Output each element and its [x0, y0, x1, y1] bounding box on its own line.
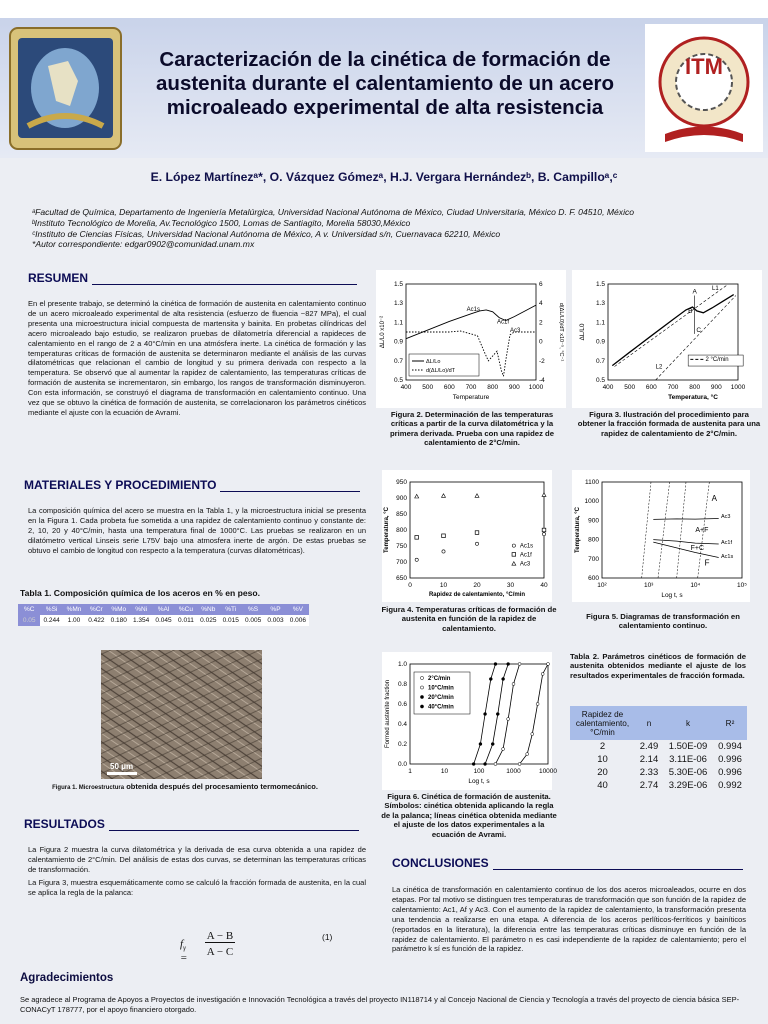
- table1-header-cell: %S: [242, 604, 264, 615]
- data-point-ac1s: [475, 542, 478, 545]
- y-tick-label: 750: [396, 543, 407, 550]
- legend-label: d(ΔL/Lo)/dT: [426, 368, 456, 374]
- data-point: [507, 663, 510, 666]
- data-point: [518, 763, 521, 766]
- y-tick-label: 1.1: [393, 319, 403, 327]
- resumen-heading-text: RESUMEN: [28, 271, 89, 285]
- data-point: [479, 743, 482, 746]
- region-label-a: A: [711, 494, 718, 504]
- table2-header-cell: k: [663, 706, 713, 740]
- x-tick-label: 10³: [643, 582, 654, 589]
- table2-cell: 40: [597, 780, 608, 791]
- figure3-chart: [572, 270, 762, 408]
- y-tick-label: 1.0: [397, 661, 407, 668]
- y-tick-label: 0.5: [393, 377, 403, 384]
- table1-cell: 0.006: [287, 615, 309, 626]
- curve-ac3: [653, 519, 718, 520]
- annotation-l2: L2: [655, 364, 663, 371]
- y-tick-label: 800: [588, 536, 599, 544]
- data-point: [494, 763, 497, 766]
- poster-header: [0, 18, 768, 158]
- x-tick-label: 10000: [538, 768, 558, 775]
- legend-marker-ac1s: [512, 544, 515, 547]
- y-axis-label: Temperatura, °C: [384, 507, 390, 553]
- x-tick-label: 900: [710, 384, 722, 391]
- legend-marker-ac3: [512, 562, 516, 566]
- table2-cell: 2.49: [639, 741, 659, 752]
- x-tick-label: 400: [400, 384, 412, 391]
- table2-cell: 2.14: [639, 754, 659, 765]
- table1-header-cell: %V: [287, 604, 309, 615]
- data-point: [502, 748, 505, 751]
- table2-header-cell: Rapidez de calentamiento, °C/min: [570, 706, 635, 740]
- annotation-ac1f: Ac1f: [497, 319, 510, 326]
- legend-marker-ac1f: [512, 553, 516, 557]
- y-tick-label: 1.1: [595, 319, 605, 327]
- legend-marker: [420, 676, 423, 679]
- figure4-caption: Figura 4. Temperaturas críticas de formación de austenita en función de la rapidez de calentamiento.: [381, 605, 557, 633]
- equation-lhs: $f_\gamma$ =: [180, 938, 188, 965]
- data-point-ac1s: [542, 533, 545, 536]
- y2-tick-label: -2: [539, 357, 545, 365]
- table2-header-cell: n: [635, 706, 663, 740]
- y2-tick-label: 0: [539, 338, 543, 346]
- table2-caption: Tabla 2. Parámetros cinéticos de formación de austenita obtenidos mediante el ajuste de los resultados experimentales de fracción formada.: [570, 652, 746, 680]
- table2-cell: 10: [597, 754, 608, 765]
- x-axis-label: Temperature: [452, 394, 490, 401]
- data-point: [541, 673, 544, 676]
- y-tick-label: 1.3: [595, 300, 605, 308]
- y-tick-label: 1.5: [595, 281, 605, 288]
- x-tick-label: 30: [506, 582, 515, 589]
- data-point-ac1s: [442, 550, 445, 553]
- figure1-caption-prefix: Figura 1. Microestructura: [52, 785, 125, 791]
- legend-label: Ac3: [519, 561, 531, 568]
- table2-row: [570, 779, 747, 792]
- table2-cell: 2.74: [639, 780, 659, 791]
- data-point: [502, 678, 505, 681]
- resultados-heading-text: RESULTADOS: [24, 817, 105, 831]
- plot-frame: [602, 482, 742, 578]
- y-tick-label: 0.2: [397, 741, 407, 748]
- kinetics-table: [570, 706, 747, 792]
- table1-cell: 0.005: [242, 615, 264, 626]
- table2-cell: 20: [597, 767, 608, 778]
- table1-cell: 0.025: [197, 615, 219, 626]
- x-axis-label: Temperatura, °C: [668, 394, 718, 401]
- y-tick-label: 700: [396, 559, 407, 566]
- x-tick-label: 700: [667, 384, 679, 391]
- affiliation-c: ᶜInstituto de Ciencias Físicas, Universidad Nacional Autónoma de México, A v. Universidad s/n, Cuernavaca 62210, México: [32, 228, 501, 239]
- table1-header-cell: %Mo: [108, 604, 130, 615]
- tangent-line-l1: [615, 285, 728, 367]
- authors: E. López Martínezᵃ*, O. Vázquez Gómezᵃ, H.J. Vergara Hernándezᵇ, B. Campilloᵃ,ᶜ: [150, 170, 618, 184]
- region-label-f: F: [704, 558, 710, 568]
- table1-header-cell: %Cr: [85, 604, 107, 615]
- y-tick-label: 900: [588, 517, 599, 525]
- data-point: [507, 718, 510, 721]
- y-tick-label: 900: [396, 495, 407, 502]
- data-point: [547, 663, 550, 666]
- legend-label: 2°C/min: [428, 676, 451, 682]
- x-tick-label: 800: [487, 384, 499, 391]
- equation-number: (1): [322, 932, 333, 942]
- legend-label: 40°C/min: [428, 704, 454, 711]
- top-strip: [0, 0, 768, 18]
- x-tick-label: 10⁵: [737, 582, 747, 589]
- x-tick-label: 1000: [730, 384, 746, 391]
- legend-marker: [420, 705, 423, 708]
- data-point-ac3: [442, 494, 446, 498]
- x-tick-label: 700: [465, 384, 477, 391]
- heating-rate-line: [658, 482, 670, 578]
- y-axis-label: Temperatura, °C: [575, 507, 581, 553]
- legend-marker: [420, 686, 423, 689]
- resumen-heading: [28, 271, 357, 285]
- corresponding-author: *Autor correspondiente: edgar0902@comunidad.unam.mx: [32, 239, 255, 250]
- y-axis-label: ΔL/L0 x10⁻²: [380, 315, 386, 349]
- table2-cell: 1.50E-09: [668, 741, 708, 752]
- data-point: [494, 663, 497, 666]
- y-tick-label: 0.5: [595, 377, 605, 384]
- data-point-ac3: [415, 494, 419, 498]
- data-point: [526, 753, 529, 756]
- heating-rate-line: [642, 482, 651, 578]
- affiliation-a: ᵃFacultad de Química, Departamento de Ingeniería Metalúrgica, Universidad Nacional Autónoma de México, Ciudad Universitaria, México D. F. 04510, México: [32, 207, 635, 217]
- figure2-chart: [376, 270, 566, 408]
- legend-label: 10°C/min: [428, 685, 454, 692]
- legend-label: Ac1f: [519, 552, 532, 559]
- resultados-text-1: La Figura 2 muestra la curva dilatométrica y la derivada de esa curva obtenida a una rapidez de calentamiento de 2°C/min. Del análisis de estas dos curvas, se determinan las temperaturas críticas de transformación.: [28, 845, 366, 874]
- figure6-chart: [382, 652, 558, 790]
- legend-label: Ac1s: [519, 543, 534, 550]
- x-tick-label: 600: [645, 384, 657, 391]
- equation-denominator: A − C: [206, 946, 234, 958]
- acknowledgements-heading: Agradecimientos: [20, 972, 114, 984]
- region-label-a-f: A+F: [695, 526, 709, 534]
- table2-cell: 2: [599, 741, 606, 752]
- table2-cell: 0.994: [718, 741, 742, 752]
- data-point: [484, 713, 487, 716]
- resultados-text-2: La Figura 3, muestra esquemáticamente como se calculó la fracción formada de austenita, en la cual se aplica la regla de la palanca:: [28, 878, 366, 897]
- x-tick-label: 1000: [506, 768, 521, 775]
- table1-header-cell: %P: [264, 604, 286, 615]
- materiales-text: La composición química del acero se muestra en la Tabla 1, y la microestructura inicial se presenta en la Figura 1. Cada probeta fue sometida a una rapidez de calentamiento continuo y constante de: 2, 10, 20 y 40°C/min, hasta una temperatura final de 1000°C. Las pruebas se realizaron en un dilatómetro vertical Linseis serie L75V bajo una atmosfera inerte de argón. De estas pruebas se obtuvo el cambio de longitud con respecto a la temperatura (curvas dilatométricas).: [28, 506, 366, 555]
- x-tick-label: 900: [508, 384, 520, 391]
- data-point: [512, 683, 515, 686]
- y-tick-label: 1.5: [393, 281, 403, 288]
- table1-header-cell: %Ti: [220, 604, 242, 615]
- data-point: [518, 663, 521, 666]
- legend-label: 2 °C/min: [705, 356, 729, 363]
- x-axis-label: Rapidez de calentamiento, °C/min: [428, 592, 526, 598]
- legend-label: ΔL/Lo: [426, 359, 441, 365]
- conclusiones-text: La cinética de transformación en calentamiento continuo de los dos aceros microaleados, ocurre en dos etapas. Por tal motivo se distinguen tres temperaturas de transformación que son función de la rapidez de calentamiento: Ac1, Af y Ac3. Con el aumento de la rapidez de calentamiento, la transformación presenta una tendencia a realizarse en una etapa. A diferencia de los aceros perlíticos-ferríticos y bainíticos (reportados en la literatura), la diferencia entre las temperaturas críticas disminuye en función de la rapidez de calentamiento. El parámetro n es casi independiente de la rapidez de calentamiento; pero el parámetro k sí es función de la rapidez.: [392, 885, 746, 954]
- x-tick-label: 10: [440, 768, 449, 775]
- data-point-ac1f: [542, 528, 546, 532]
- x-tick-label: 500: [624, 384, 636, 391]
- data-point-ac3: [542, 493, 546, 497]
- legend-marker: [420, 695, 423, 698]
- y-tick-label: 0.9: [393, 338, 403, 346]
- table1-cell: 0.244: [40, 615, 62, 626]
- y-tick-label: 0.8: [397, 681, 407, 688]
- y-tick-label: 700: [588, 555, 599, 563]
- figure6-caption: Figura 6. Cinética de formación de austenita. Símbolos: cinética obtenida aplicando la regla de la palanca; líneas cinética obtenida mediante el ajuste de los datos experimentales a la ecuación de Avrami.: [381, 792, 557, 839]
- acknowledgements-text: Se agradece al Programa de Apoyos a Proyectos de investigación e Innovación Tecnológica a través del proyecto IN118714 y al Concejo Nacional de Ciencia y Tecnología a través del proyecto de ciencia básica SEP-CONACyT 178777, por el apoyo financiero otorgado.: [20, 995, 740, 1014]
- table1-title: Tabla 1. Composición química de los aceros en % en peso.: [20, 588, 261, 598]
- data-point: [484, 763, 487, 766]
- y-tick-label: 950: [396, 479, 407, 486]
- y2-tick-label: 4: [539, 300, 543, 308]
- data-point-ac1f: [415, 536, 419, 540]
- y2-axis-label: d(ΔL/L0)/dT x10⁻⁵, °C⁻¹: [558, 302, 564, 362]
- annotation-c: C: [696, 327, 702, 334]
- unam-seal-icon: [8, 26, 123, 151]
- legend-label: 20°C/min: [428, 695, 454, 701]
- table1-header-row: [18, 604, 309, 615]
- annotation-l1: L1: [712, 285, 719, 292]
- x-axis-label: Log t, s: [661, 592, 683, 599]
- x-tick-label: 600: [443, 384, 455, 391]
- y2-tick-label: 2: [539, 319, 543, 327]
- x-tick-label: 800: [689, 384, 701, 391]
- x-tick-label: 100: [473, 768, 485, 775]
- conclusiones-heading-text: CONCLUSIONES: [392, 856, 489, 870]
- x-tick-label: 1000: [528, 384, 544, 391]
- table2-cell: 3.11E-06: [669, 754, 707, 765]
- table1-cell: 0.422: [85, 615, 107, 626]
- y-tick-label: 0.7: [595, 357, 605, 365]
- resumen-text: En el presente trabajo, se determinó la cinética de formación de austenita en calentamiento continuo de un acero microaleado experimental de alta resistencia (esfuerzo de fluencia ~827 MPa), el cual presenta una microestructura inicial compuesta de martensita y bainita. En probetas cilíndricas del acero microaleado bajo estudio, se realizaron pruebas de dilatometría diferencial a rapideces de calentamiento en el rango de 2 a 40°C/min en una atmósfera inerte. La cinética de formación y las temperaturas críticas de formación de austenita se determinaron mediante el análisis de las curvas dilatométricas que relacionan el cambio de longitud y su primera derivada con respecto a la temperatura. Se observó que al aumentar la rapidez de calentamiento, las temperaturas críticas de formación de austenita se incrementaron, sin embargo, los rangos de transformación disminuyeron. Con esta información, se construyó el diagrama de transformación en calentamiento continuo. Una vez que se obtuvo la cinética de formación de austenita, se correlacionaron los parámetros cinéticos mediante el ajuste con la ecuación de Avrami.: [28, 299, 366, 417]
- x-tick-label: 10⁴: [690, 582, 701, 589]
- figure5-chart: [572, 470, 750, 602]
- annotation-ac3: Ac3: [721, 514, 731, 521]
- y-tick-label: 800: [396, 527, 407, 534]
- table1-header-cell: %C: [18, 604, 40, 615]
- y-tick-label: 600: [588, 575, 599, 582]
- annotation-ac1f: Ac1f: [721, 539, 733, 546]
- table1-cell: 0.045: [152, 615, 174, 626]
- data-point: [536, 703, 539, 706]
- table1-header-cell: %Cu: [175, 604, 197, 615]
- annotation-ac3: Ac3: [510, 328, 521, 334]
- poster-title: Caracterización de la cinética de formación de austenita durante el calentamiento de un acero microaleado experimental de alta resistencia: [156, 48, 614, 119]
- data-point: [496, 713, 499, 716]
- curve-ac1s: [653, 542, 718, 557]
- table1-header-cell: %Si: [40, 604, 62, 615]
- table2-cell: 0.996: [718, 767, 742, 778]
- x-tick-label: 400: [602, 384, 614, 391]
- x-tick-label: 0: [408, 582, 412, 589]
- region-label-f-c: F+C: [690, 545, 705, 553]
- annotation-b: B: [688, 307, 693, 315]
- annotation-ac1s: Ac1s: [721, 553, 734, 560]
- composition-table: [18, 604, 309, 626]
- y-tick-label: 650: [396, 575, 407, 582]
- table1-cell: 0.180: [108, 615, 130, 626]
- figure1-caption: [40, 782, 330, 793]
- y-tick-label: 0.4: [397, 721, 407, 728]
- table1-header-cell: %Al: [152, 604, 174, 615]
- materiales-heading-text: MATERIALES Y PROCEDIMIENTO: [24, 478, 217, 492]
- annotation-a: A: [692, 288, 697, 296]
- table2-cell: 2.33: [639, 767, 659, 778]
- y2-tick-label: -4: [539, 377, 545, 384]
- table1-header-cell: %Mn: [63, 604, 85, 615]
- microstructure-image: [101, 650, 262, 779]
- data-point: [531, 733, 534, 736]
- figure1-caption-rest: obtenida después del procesamiento termomecánico.: [126, 782, 318, 791]
- table2-row: [570, 753, 747, 766]
- y-tick-label: 0.0: [397, 761, 407, 768]
- figure4-chart: [382, 470, 552, 602]
- y-tick-label: 1000: [584, 498, 599, 506]
- y2-tick-label: 6: [539, 281, 543, 288]
- data-point: [489, 678, 492, 681]
- equation-numerator: A − B: [206, 930, 234, 942]
- x-tick-label: 10: [439, 582, 448, 589]
- itm-logo-icon: [645, 24, 763, 152]
- data-point-ac3: [475, 494, 479, 498]
- table2-cell: 5.30E-06: [668, 767, 708, 778]
- figure3-caption: Figura 3. Ilustración del procedimiento para obtener la fracción formada de austenita para una rapidez de calentamiento de 2°C/min.: [577, 410, 761, 438]
- table1-cell: 1.354: [130, 615, 152, 626]
- table2-header-cell: R²: [713, 706, 747, 740]
- table2-cell: 0.996: [718, 754, 742, 765]
- data-point-ac1s: [415, 558, 418, 561]
- y-tick-label: 1100: [585, 479, 599, 486]
- table1-cell: 0.003: [264, 615, 286, 626]
- y-axis-label: Formed austenite fraction: [385, 679, 391, 749]
- y-tick-label: 0.9: [595, 338, 605, 346]
- x-tick-label: 20: [473, 582, 481, 589]
- annotation-ac1s: Ac1s: [466, 306, 481, 313]
- y-tick-label: 1.3: [393, 300, 403, 308]
- tangent-line-l2: [656, 296, 736, 380]
- table1-cell: 1.00: [63, 615, 85, 626]
- table1-cell: 0.015: [220, 615, 242, 626]
- resultados-heading: [24, 817, 359, 831]
- x-tick-label: 40: [540, 582, 548, 589]
- y-tick-label: 0.6: [397, 701, 407, 708]
- data-point: [472, 763, 475, 766]
- itm-logo-text: ITM: [685, 54, 723, 79]
- figure2-caption: Figura 2. Determinación de las temperaturas críticas a partir de la curva dilatométrica y la primera derivada. Prueba con una rapidez de calentamiento de 2°C/min.: [389, 410, 555, 448]
- y-tick-label: 0.7: [393, 357, 403, 365]
- table2-cell: 3.29E-06: [668, 780, 708, 791]
- series-line: [520, 664, 548, 764]
- table2-row: [570, 740, 747, 753]
- x-axis-label: Log t, s: [468, 778, 490, 785]
- table1-cell: 0.05: [18, 615, 40, 626]
- figure5-caption: Figura 5. Diagramas de transformación en calentamiento continuo.: [586, 612, 740, 631]
- table2-row: [570, 766, 747, 779]
- table2-header-row: [570, 706, 747, 740]
- materiales-heading: [24, 478, 360, 492]
- data-point: [491, 743, 494, 746]
- curve-ac1f: [653, 540, 718, 544]
- table2-cell: 0.992: [718, 780, 742, 791]
- table1-cell: 0.011: [175, 615, 197, 626]
- y-axis-label: ΔL/L0: [579, 323, 586, 341]
- y-tick-label: 850: [396, 511, 407, 518]
- table1-header-cell: %Nb: [197, 604, 219, 615]
- x-tick-label: 10²: [597, 582, 607, 589]
- data-point-ac1f: [475, 531, 479, 535]
- table1-value-row: [18, 615, 309, 626]
- x-tick-label: 1: [408, 768, 412, 775]
- table1-header-cell: %Ni: [130, 604, 152, 615]
- heating-rate-line: [677, 482, 686, 578]
- scale-bar-label: 50 μm: [110, 762, 134, 771]
- x-tick-label: 500: [422, 384, 434, 391]
- affiliations: [32, 207, 732, 250]
- data-point-ac1f: [442, 534, 446, 538]
- conclusiones-heading: [392, 856, 743, 870]
- affiliation-b: ᵇInstituto Tecnológico de Morelia, Av.Tecnológico 1500, Lomas de Santiagito, Morelia 58030,México: [32, 217, 411, 228]
